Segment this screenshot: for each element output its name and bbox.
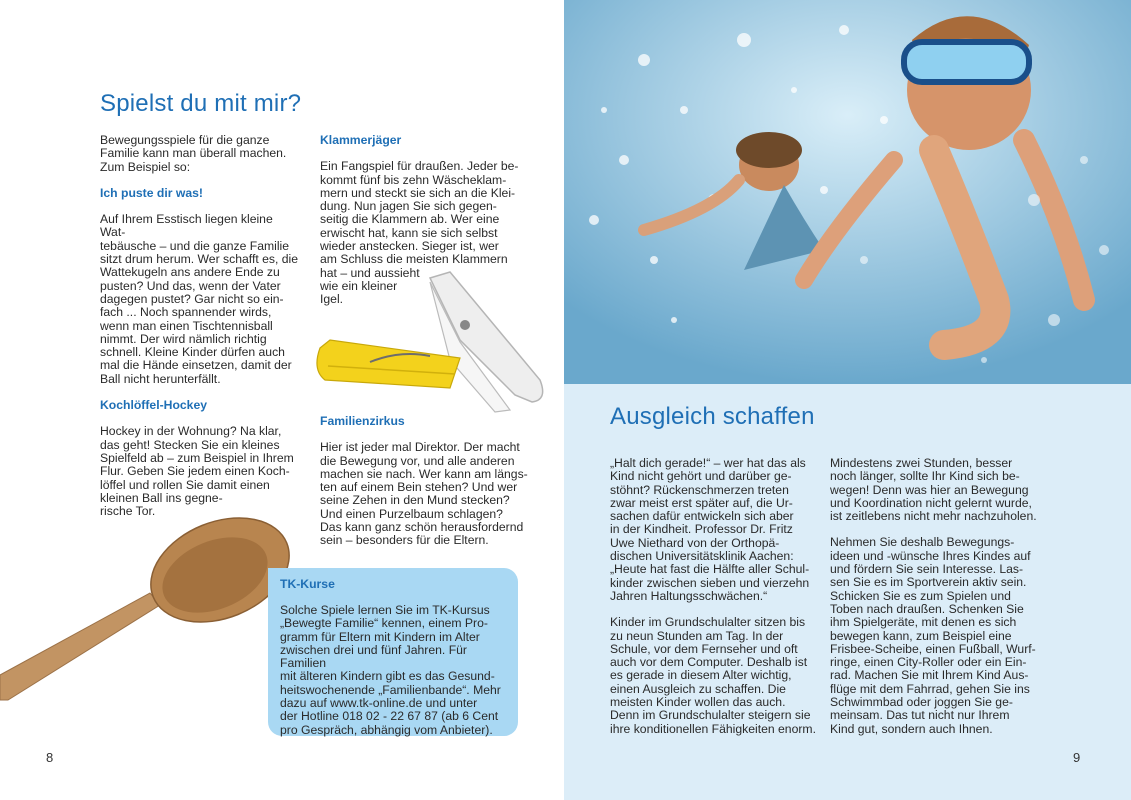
section-heading-klammer: Klammerjäger [320,133,402,147]
wooden-spoon-image [0,515,300,705]
tk-box-heading: TK-Kurse [280,577,335,591]
left-page [0,0,564,800]
section-text-hockey: Hockey in der Wohnung? Na klar, das geht! Stecken Sie ein kleines Spielfeld ab – zum Beispiel in Ihrem Flur. Geben Sie jedem einen Koch- löffel und rollen Sie damit einen kleinen Ball ins gegne- rische Tor. [100,424,294,519]
photo-drawing [564,0,1131,384]
underwater-children-photo [564,0,1131,384]
right-column-2 [830,457,1040,749]
right-col1-para1: „Halt dich gerade!“ – wer hat das als Kind nicht gehört und darüber ge- stöhnt? Rückenschmerzen treten zwar meist erst später auf, die Ur- sachen dafür entwickeln sich aber in der Kindheit. Professor Dr. Fritz Uwe Niethard von der Orthopä- dischen Universitätsklinik Aachen: „Heute hat fast die Hälfte aller Schul- kinder zwischen sieben und vierzehn Jahren Haltungsschwächen.“ [610,456,810,603]
section-heading-hockey: Kochlöffel-Hockey [100,398,207,413]
section-text-zirkus: Hier ist jeder mal Direktor. Der macht die Bewegung vor, und alle anderen machen sie nach. Wer kann am längs- ten auf einem Bein stehen? Und wer seine Zehen in den Mund stecken? Und einen Purzelbaum schlagen? Das kann ganz schön herausfordernd sein – besonders für die Eltern. [320,440,528,548]
tk-box-text: Solche Spiele lernen Sie im TK-Kursus „Bewegte Familie“ kennen, einem Pro- gramm für Eltern mit Kindern im Alter zwischen drei und fünf Jahren. Für Familien mit älteren Kindern gibt es das Gesund- heitswochenende „Familienbande“. Mehr dazu auf www.tk-online.de und unter der Hotline 018 02 - 22 67 87 (ab 6 Cent pro Gespräch, abhängig vom Anbieter). [280,603,501,737]
tk-courses-box [268,568,518,736]
section-text-klammer: Ein Fangspiel für draußen. Jeder be- kommt fünf bis zehn Wäscheklam- mern und steckt sie sich an die Klei- dung. Nun jagen Sie sich gegen- seitig die Klammern ab. Wer eine erwischt hat, kann sie sich selbst wieder anstecken. Sieger ist, wer am Schluss die meisten Klammern hat – und aussieht wie ein kleiner Igel. [320,159,519,307]
left-column-2b [320,415,535,561]
right-col1-para2: Kinder im Grundschulalter sitzen bis zu neun Stunden am Tag. In der Schule, vor dem Fernseher und oft auch vor dem Computer. Deshalb ist es gerade in diesem Alter wichtig, einen Ausgleich zu schaffen. Die meisten Kinder wollen das auch. Denn im Grundschulalter steigern sie ihre konditionellen Fähigkeiten enorm. [610,615,816,736]
page-title-right: Ausgleich schaffen [610,403,815,430]
right-page [564,0,1131,800]
page-number-left: 8 [46,750,54,765]
clothespin-image [310,270,555,415]
page-number-right: 9 [1073,750,1081,765]
left-column-1 [100,134,300,531]
right-col2-para1: Mindestens zwei Stunden, besser noch länger, sollte Ihr Kind sich be- wegen! Denn was hier an Bewegung und Koordination nicht gelernt wurde, ist zeitlebens nicht mehr nachzuholen. [830,456,1037,524]
intro-text: Bewegungsspiele für die ganze Familie kann man überall machen. Zum Beispiel so: [100,133,287,174]
section-heading-puste: Ich puste dir was! [100,185,203,200]
section-heading-zirkus: Familienzirkus [320,414,405,428]
right-col2-para2: Nehmen Sie deshalb Bewegungs- ideen und -wünsche Ihres Kindes auf und fördern Sie sein Interesse. Las- sen Sie es im Sportverein aktiv sein. Schicken Sie es zum Spielen und Toben nach draußen. Schenken Sie ihm Spielgeräte, mit denen es sich bewegen kann, zum Beispiel eine Frisbee-Scheibe, einen Fußball, Wurf- ringe, einen City-Roller oder ein Ein- rad. Machen Sie mit Ihrem Kind Aus- flüge mit dem Fahrrad, gehen Sie ins Schwimmbad oder joggen Sie ge- meinsam. Das tut nicht nur Ihrem Kind gut, sondern auch Ihnen. [830,535,1036,736]
section-text-puste: Auf Ihrem Esstisch liegen kleine Wat- tebäusche – und die ganze Familie sitzt drum herum. Wer schafft es, die Wattekugeln ans andere Ende zu pusten? Und das, wenn der Vater dagegen pustet? Gar nicht so ein- fach ... Noch spannender wirds, wenn man einen Tischtennisball nimmt. Der wird nämlich richtig schnell. Kleine Kinder dürfen auch mal die Hände einsetzen, damit der Ball nicht herunterfällt. [100,212,299,386]
right-column-1 [610,457,820,749]
page-title-left: Spielst du mit mir? [100,90,302,117]
